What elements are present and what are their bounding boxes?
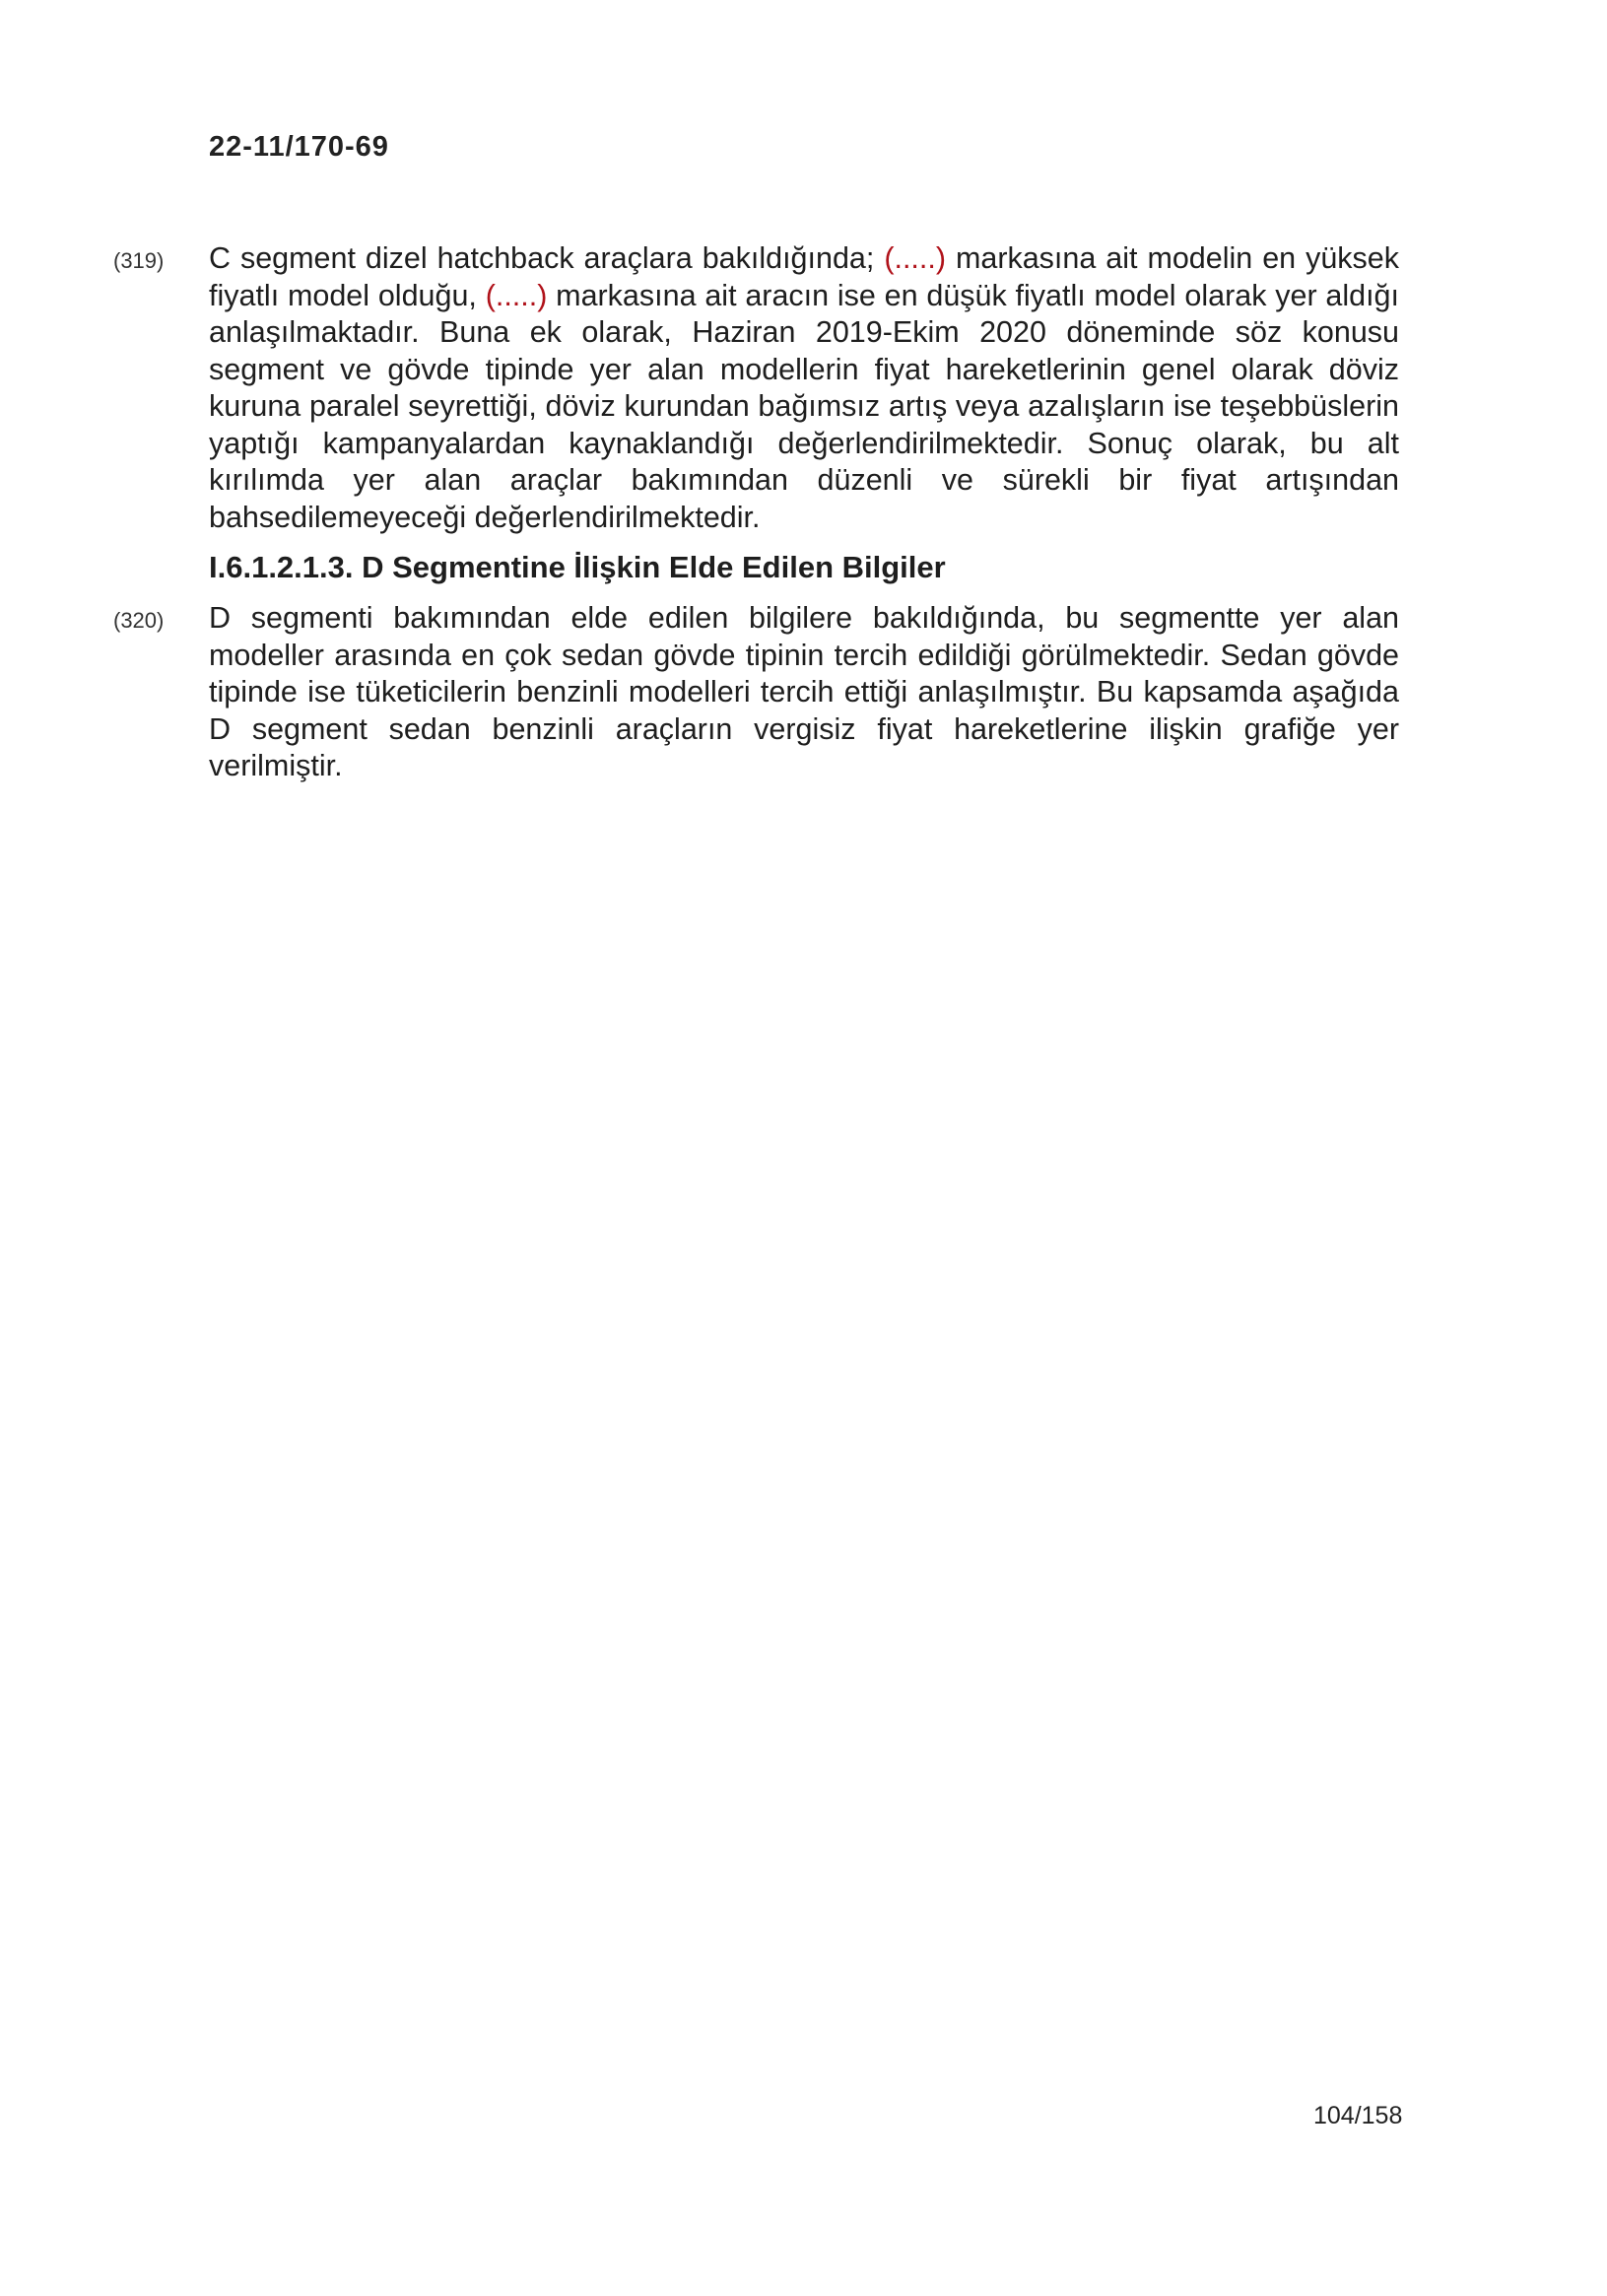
paragraph-text-segment: C segment dizel hatchback araçlara bakıldığında; — [209, 241, 885, 275]
paragraph-number: (320) — [113, 608, 165, 633]
page-number: 104/158 — [1313, 2102, 1403, 2129]
paragraph-text-segment: markasına ait modelin en yüksek fiyatlı model olduğu, — [209, 241, 1399, 312]
paragraph-text — [209, 240, 1399, 536]
paragraph-320 — [113, 600, 1399, 785]
redacted-brand-marker: (.....) — [485, 278, 548, 312]
paragraph-text: D segmenti bakımından elde edilen bilgilere bakıldığında, bu segmentte yer alan modeller arasında en çok sedan gövde tipinin tercih edildiği görülmektedir. Sedan gövde tipinde ise tüketicilerin benzinli modelleri tercih ettiği anlaşılmıştır. Bu kapsamda aşağıda D segment sedan benzinli araçların vergisiz fiyat hareketlerine ilişkin grafiğe yer verilmiştir. — [209, 601, 1399, 782]
redacted-brand-marker: (.....) — [884, 241, 946, 275]
paragraph-319 — [113, 240, 1399, 536]
document-number: 22-11/170-69 — [209, 131, 389, 163]
paragraph-text-segment: markasına ait aracın ise en düşük fiyatlı model olarak yer aldığı anlaşılmaktadır. Buna ek olarak, Haziran 2019-Ekim 2020 döneminde söz konusu segment ve gövde tipinde yer alan modellerin fiyat hareketlerinin genel olarak döviz kuruna paralel seyrettiği, döviz kurundan bağımsız artış veya azalışların ise teşebbüslerin yaptığı kampanyalardan kaynaklandığı değerlendirilmektedir. Sonuç olarak, bu alt kırılımda yer alan araçlar bakımından düzenli ve sürekli bir fiyat artışından bahsedilemeyeceği değerlendirilmektedir. — [209, 278, 1399, 534]
paragraph-number: (319) — [113, 248, 165, 273]
section-heading: I.6.1.2.1.3. D Segmentine İlişkin Elde Edilen Bilgiler — [209, 550, 946, 584]
